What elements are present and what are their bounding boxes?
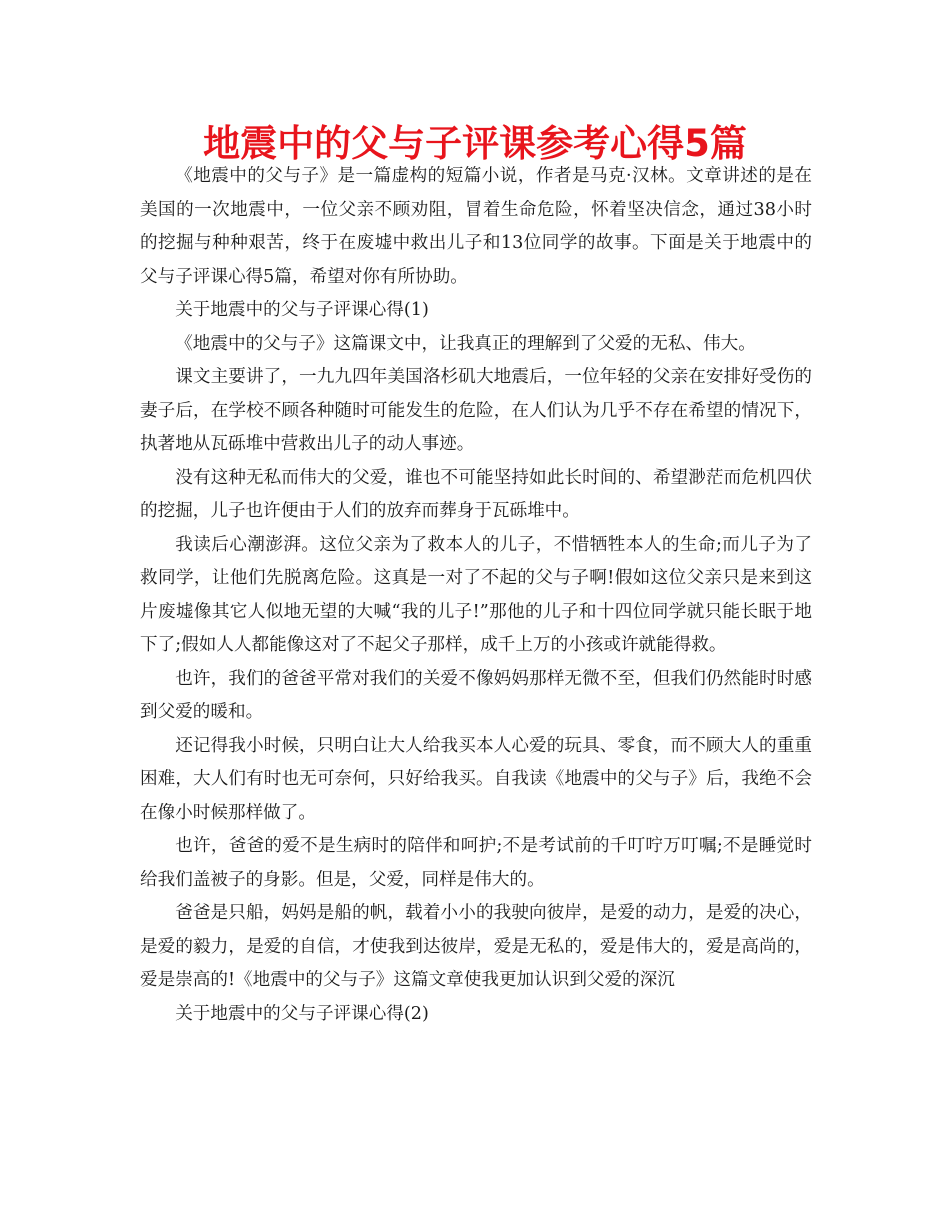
intro-paragraph: 《地震中的父与子》是一篇虚构的短篇小说，作者是马克·汉林。文章讲述的是在美国的一次地震中，一位父亲不顾劝阻，冒着生命危险，怀着坚决信念，通过38小时的挖掘与种种艰苦，终于在废墟中救出儿子和13位同学的故事。下面是关于地震中的父与子评课心得5篇，希望对你有所协助。: [140, 166, 812, 287]
document-body: [140, 160, 812, 1031]
body-paragraph: 我读后心潮澎湃。这位父亲为了救本人的儿子，不惜牺牲本人的生命;而儿子为了救同学，让他们先脱离危险。这真是一对了不起的父与子啊!假如这位父亲只是来到这片废墟像其它人似地无望的大喊“我的儿子!”那他的儿子和十四位同学就只能长眠于地下了;假如人人都能像这对了不起父子那样，成千上万的小孩或许就能得救。: [140, 534, 812, 655]
body-paragraph: 也许，爸爸的爱不是生病时的陪伴和呵护;不是考试前的千叮咛万叮嘱;不是睡觉时给我们盖被子的身影。但是，父爱，同样是伟大的。: [140, 836, 812, 890]
section-heading-2: 关于地震中的父与子评课心得(2): [175, 1003, 429, 1024]
body-paragraph: 还记得我小时候，只明白让大人给我买本人心爱的玩具、零食，而不顾大人的重重困难，大人们有时也无可奈何，只好给我买。自我读《地震中的父与子》后，我绝不会在像小时候那样做了。: [140, 735, 812, 823]
body-paragraph: 《地震中的父与子》这篇课文中，让我真正的理解到了父爱的无私、伟大。: [175, 333, 756, 354]
document-title: 地震中的父与子评课参考心得5篇: [203, 122, 747, 165]
body-paragraph: 爸爸是只船，妈妈是船的帆，载着小小的我驶向彼岸，是爱的动力，是爱的决心，是爱的毅力，是爱的自信，才使我到达彼岸，爱是无私的，爱是伟大的，爱是高尚的，爱是崇高的!《地震中的父与子》这篇文章使我更加认识到父爱的深沉: [140, 903, 812, 990]
section-heading-1: 关于地震中的父与子评课心得(1): [175, 300, 429, 320]
body-paragraph: 课文主要讲了，一九九四年美国洛杉矶大地震后，一位年轻的父亲在安排好受伤的妻子后，在学校不顾各种随时可能发生的危险，在人们认为几乎不存在希望的情况下，执著地从瓦砾堆中营救出儿子的动人事迹。: [140, 367, 812, 454]
body-paragraph: 也许，我们的爸爸平常对我们的关爱不像妈妈那样无微不至，但我们仍然能时时感到父爱的暖和。: [140, 668, 812, 722]
body-paragraph: 没有这种无私而伟大的父爱，谁也不可能坚持如此长时间的、希望渺茫而危机四伏的挖掘，儿子也许便由于人们的放弃而葬身于瓦砾堆中。: [140, 467, 812, 521]
